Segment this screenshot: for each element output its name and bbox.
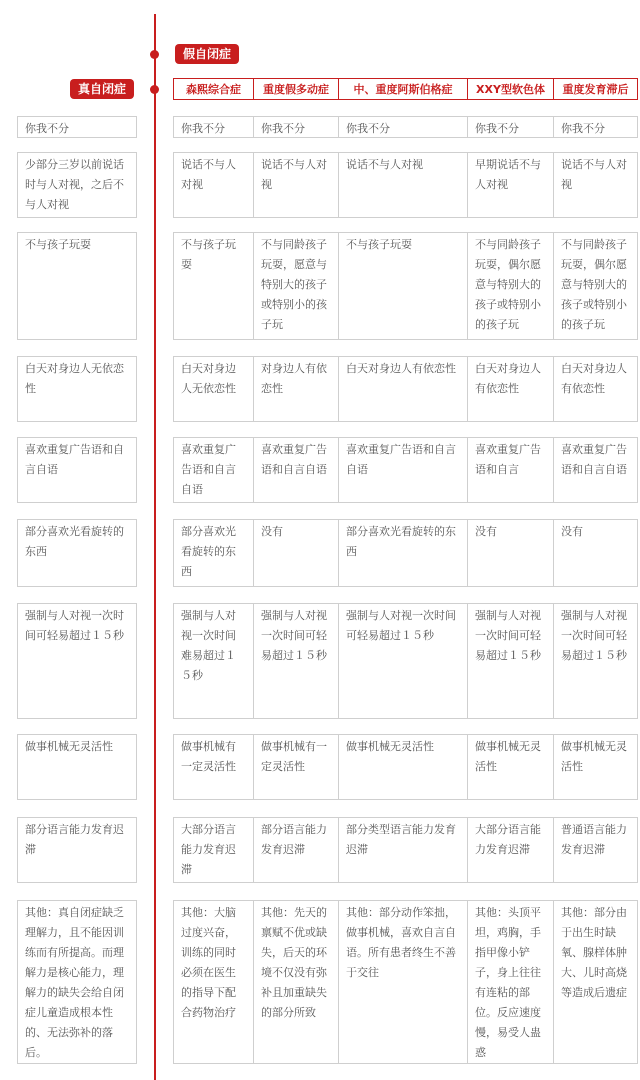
fake-autism-cell: 白天对身边人无依恋性: [173, 356, 254, 422]
real-autism-cell: 白天对身边人无依恋性: [17, 356, 137, 422]
fake-autism-cell: 白天对身边人有依恋性: [338, 356, 468, 422]
fake-autism-cell: 部分喜欢光看旋转的东西: [338, 519, 468, 587]
fake-autism-cell: 没有: [467, 519, 554, 587]
fake-autism-cell: 强制与人对视一次时间可轻易超过１５秒: [467, 603, 554, 719]
fake-autism-cell: 部分喜欢光看旋转的东西: [173, 519, 254, 587]
real-autism-cell: 喜欢重复广告语和自言自语: [17, 437, 137, 503]
fake-autism-cell: 你我不分: [553, 116, 638, 138]
fake-autism-cell: 说话不与人对视: [173, 152, 254, 218]
timeline-line: [154, 14, 156, 1080]
fake-autism-cell: 大部分语言能力发育迟滞: [467, 817, 554, 883]
fake-autism-cell: 说话不与人对视: [553, 152, 638, 218]
fake-autism-cell: 你我不分: [338, 116, 468, 138]
fake-autism-cell: 强制与人对视一次时间可轻易超过１５秒: [338, 603, 468, 719]
fake-autism-cell: 部分类型语言能力发育迟滞: [338, 817, 468, 883]
fake-autism-cell: 其他：先天的禀赋不优或缺失，后天的环境不仅没有弥补且加重缺失的部分所致: [253, 900, 339, 1064]
fake-autism-badge: 假自闭症: [175, 44, 239, 64]
fake-autism-cell: 白天对身边人有依恋性: [467, 356, 554, 422]
real-autism-cell: 部分语言能力发育迟滞: [17, 817, 137, 883]
timeline-dot-fake: [150, 50, 159, 59]
fake-autism-cell: 对身边人有依恋性: [253, 356, 339, 422]
fake-autism-cell: 喜欢重复广告语和自言自语: [173, 437, 254, 503]
real-autism-cell: 你我不分: [17, 116, 137, 138]
fake-autism-cell: 喜欢重复广告语和自言: [467, 437, 554, 503]
fake-autism-cell: 其他：头顶平坦，鸡胸，手指甲像小铲子，身上往往有连粘的部位。反应速度慢，易受人蛊惑: [467, 900, 554, 1064]
fake-autism-cell: 没有: [553, 519, 638, 587]
fake-autism-cell: 不与孩子玩耍: [173, 232, 254, 340]
fake-autism-cell: 强制与人对视一次时间难易超过１５秒: [173, 603, 254, 719]
fake-autism-cell: 不与同龄孩子玩耍，愿意与特别大的孩子或特别小的孩子玩: [253, 232, 339, 340]
fake-autism-cell: 其他：部分由于出生时缺氧、腺样体肿大、儿时高烧等造成后遗症: [553, 900, 638, 1064]
fake-autism-cell: 喜欢重复广告语和自言自语: [253, 437, 339, 503]
fake-autism-cell: 白天对身边人有依恋性: [553, 356, 638, 422]
timeline-dot-real: [150, 85, 159, 94]
fake-autism-cell: 不与孩子玩耍: [338, 232, 468, 340]
fake-autism-cell: 你我不分: [467, 116, 554, 138]
fake-autism-cell: 部分语言能力发育迟滞: [253, 817, 339, 883]
fake-autism-cell: 强制与人对视一次时间可轻易超过１５秒: [553, 603, 638, 719]
column-header: 重度假多动症: [253, 78, 339, 100]
fake-autism-cell: 做事机械无灵活性: [553, 734, 638, 800]
fake-autism-cell: 其他：大脑过度兴奋，训练的同时必须在医生的指导下配合药物治疗: [173, 900, 254, 1064]
fake-autism-cell: 普通语言能力发育迟滞: [553, 817, 638, 883]
fake-autism-cell: 不与同龄孩子玩耍，偶尔愿意与特别大的孩子或特别小的孩子玩: [553, 232, 638, 340]
fake-autism-cell: 你我不分: [253, 116, 339, 138]
fake-autism-cell: 做事机械有一定灵活性: [173, 734, 254, 800]
real-autism-cell: 不与孩子玩耍: [17, 232, 137, 340]
fake-autism-cell: 没有: [253, 519, 339, 587]
fake-autism-cell: 早期说话不与人对视: [467, 152, 554, 218]
fake-autism-cell: 不与同龄孩子玩耍，偶尔愿意与特别大的孩子或特别小的孩子玩: [467, 232, 554, 340]
fake-autism-cell: 大部分语言能力发育迟滞: [173, 817, 254, 883]
fake-autism-cell: 做事机械无灵活性: [338, 734, 468, 800]
fake-autism-cell: 说话不与人对视: [338, 152, 468, 218]
fake-autism-cell: 强制与人对视一次时间可轻易超过１５秒: [253, 603, 339, 719]
real-autism-cell: 做事机械无灵活性: [17, 734, 137, 800]
real-autism-cell: 其他：真自闭症缺乏理解力，且不能因训练而有所提高。而理解力是核心能力，理解力的缺失会给自闭症儿童造成根本性的、无法弥补的落后。: [17, 900, 137, 1064]
fake-autism-cell: 说话不与人对视: [253, 152, 339, 218]
fake-autism-cell: 做事机械有一定灵活性: [253, 734, 339, 800]
fake-autism-cell: 做事机械无灵活性: [467, 734, 554, 800]
fake-autism-cell: 你我不分: [173, 116, 254, 138]
column-header: 重度发育滞后: [553, 78, 638, 100]
column-header: 中、重度阿斯伯格症: [338, 78, 468, 100]
real-autism-cell: 强制与人对视一次时间可轻易超过１５秒: [17, 603, 137, 719]
column-header: 森熙综合症: [173, 78, 254, 100]
column-header: XXY型软色体: [467, 78, 554, 100]
real-autism-badge: 真自闭症: [70, 79, 134, 99]
real-autism-cell: 少部分三岁以前说话时与人对视，之后不与人对视: [17, 152, 137, 218]
real-autism-cell: 部分喜欢光看旋转的东西: [17, 519, 137, 587]
fake-autism-cell: 喜欢重复广告语和自言自语: [338, 437, 468, 503]
fake-autism-cell: 其他：部分动作笨拙，做事机械，喜欢自言自语。所有患者终生不善于交往: [338, 900, 468, 1064]
fake-autism-cell: 喜欢重复广告语和自言自语: [553, 437, 638, 503]
